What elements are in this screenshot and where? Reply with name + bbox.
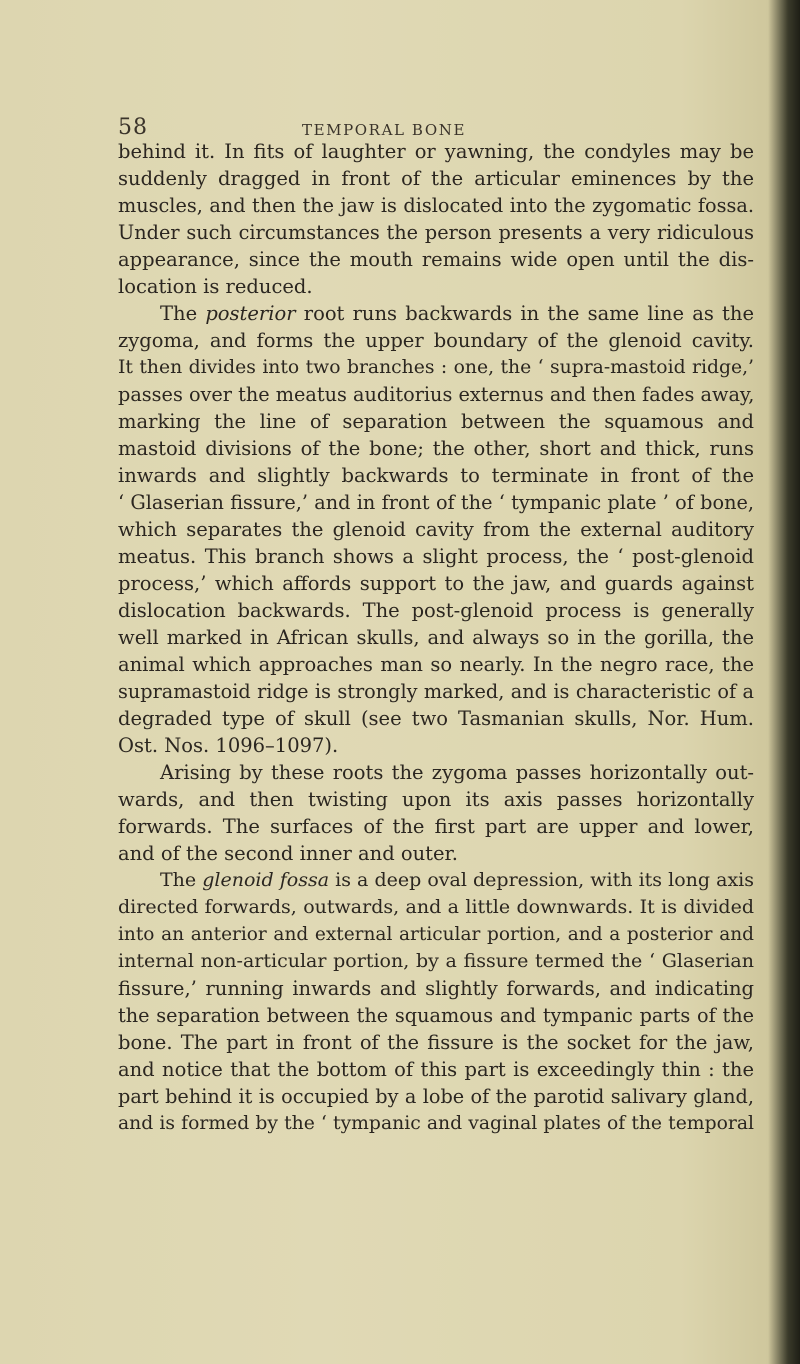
text-line: bone. The part in front of the fissure is the socket for the jaw, — [118, 1031, 754, 1054]
text-segment: root runs backwards in the same line as the — [295, 302, 754, 325]
text-line: suddenly dragged in front of the articular eminences by the — [118, 167, 754, 190]
text-line: Arising by these roots the zygoma passes horizontally out- — [160, 761, 754, 784]
text-line: Ost. Nos. 1096–1097). — [118, 734, 339, 757]
text-line: wards, and then twisting upon its axis passes horizontally — [118, 788, 754, 811]
text-line: marking the line of separation between the squamous and — [118, 410, 754, 433]
text-line: process,’ which affords support to the jaw, and guards against — [118, 572, 754, 595]
text-line: forwards. The surfaces of the first part are upper and lower, — [118, 815, 754, 838]
text-line: ‘ Glaserian fissure,’ and in front of the ‘ tympanic plate ’ of bone, — [118, 491, 754, 514]
text-segment: The — [160, 869, 203, 891]
text-line: into an anterior and external articular portion, and a posterior and — [118, 924, 754, 945]
text-line: dislocation backwards. The post-glenoid process is generally — [118, 599, 754, 622]
text-line: internal non-articular portion, by a fissure termed the ‘ Glaserian — [118, 950, 754, 972]
text-segment: is a deep oval depression, with its long axis — [329, 869, 754, 891]
text-segment: The — [160, 302, 206, 325]
italic-term: glenoid fossa — [202, 869, 330, 891]
text-line: and notice that the bottom of this part is exceedingly thin : the — [118, 1058, 754, 1081]
text-line: meatus. This branch shows a slight process, the ‘ post-glenoid — [118, 545, 754, 568]
text-line: degraded type of skull (see two Tasmanian skulls, Nor. Hum. — [118, 707, 754, 730]
text-line: inwards and slightly backwards to terminate in front of the — [118, 464, 754, 487]
italic-term: posterior — [205, 302, 296, 325]
text-line — [118, 300, 754, 327]
text-line: appearance, since the mouth remains wide open until the dis- — [118, 248, 754, 271]
text-line: fissure,’ running inwards and slightly forwards, and indicating — [118, 977, 754, 1000]
text-line: location is reduced. — [118, 275, 313, 298]
text-line: mastoid divisions of the bone; the other, short and thick, runs — [118, 437, 754, 460]
text-line: which separates the glenoid cavity from the external auditory — [118, 518, 754, 541]
text-line: zygoma, and forms the upper boundary of the glenoid cavity. — [118, 329, 754, 352]
text-line: and is formed by the ‘ tympanic and vaginal plates of the temporal — [118, 1113, 754, 1134]
text-line — [118, 867, 754, 894]
text-line: the separation between the squamous and tympanic parts of the — [118, 1004, 754, 1027]
body-text — [118, 138, 754, 1137]
text-line: animal which approaches man so nearly. In the negro race, the — [118, 653, 754, 676]
text-line: Under such circumstances the person presents a very ridiculous — [118, 221, 754, 244]
text-line: well marked in African skulls, and always so in the gorilla, the — [118, 626, 754, 649]
text-line: passes over the meatus auditorius externus and then fades away, — [118, 383, 754, 406]
text-line: supramastoid ridge is strongly marked, and is characteristic of a — [118, 680, 754, 703]
text-line: It then divides into two branches : one, the ‘ supra-mastoid ridge,’ — [118, 357, 754, 378]
text-line: directed forwards, outwards, and a little downwards. It is divided — [118, 896, 754, 918]
text-line: and of the second inner and outer. — [118, 842, 458, 865]
running-head: TEMPORAL BONE — [301, 121, 467, 139]
text-line: behind it. In fits of laughter or yawning, the condyles may be — [118, 140, 754, 163]
page-number: 58 — [118, 115, 148, 140]
text-line: muscles, and then the jaw is dislocated into the zygomatic fossa. — [118, 194, 754, 217]
text-line: part behind it is occupied by a lobe of the parotid salivary gland, — [118, 1085, 754, 1108]
